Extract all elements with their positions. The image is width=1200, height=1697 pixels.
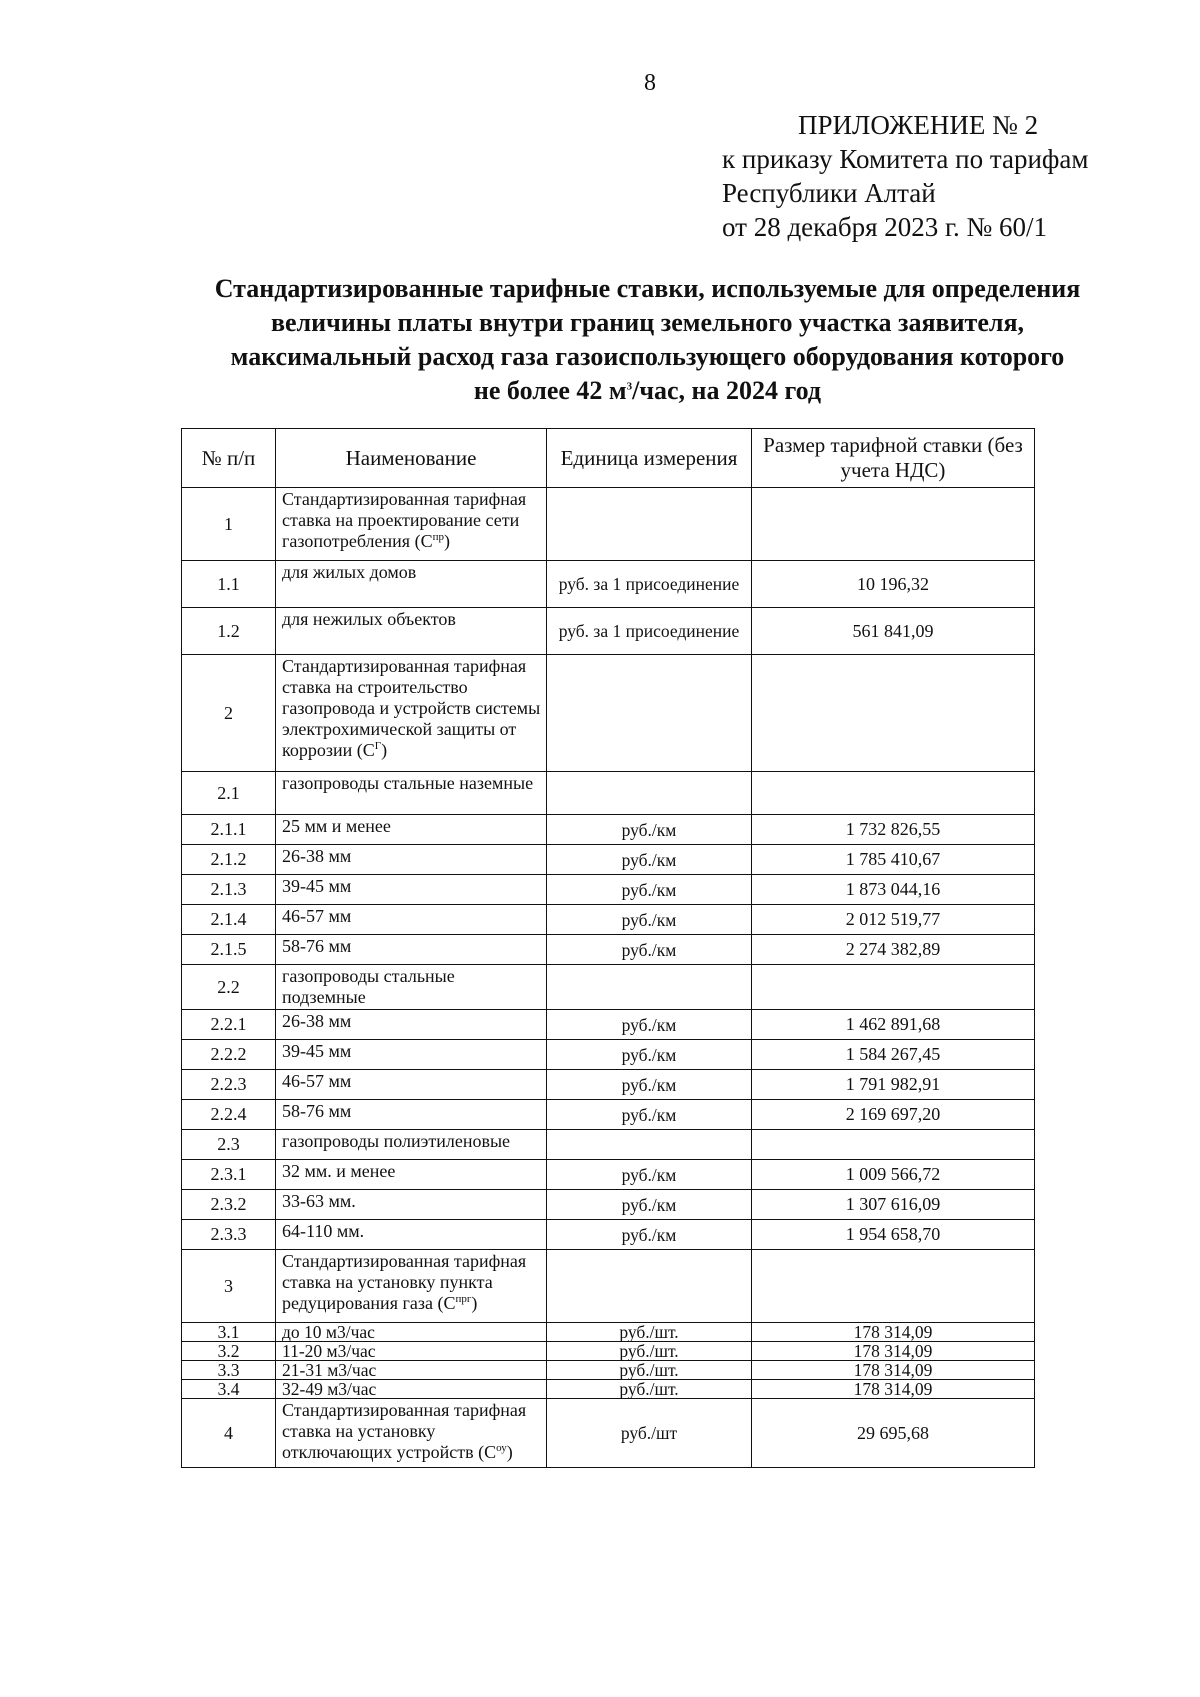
row-rate: 1 954 658,70 (752, 1220, 1035, 1250)
row-rate: 178 314,09 (752, 1342, 1035, 1361)
table-row (182, 655, 1035, 772)
table-row (182, 845, 1035, 875)
row-name (276, 1100, 547, 1130)
table-row (182, 1100, 1035, 1130)
row-name-text: 58-76 мм (282, 1101, 352, 1121)
row-name-end: ) (381, 740, 388, 760)
row-rate (752, 772, 1035, 815)
row-name (276, 935, 547, 965)
row-number: 1.2 (182, 608, 276, 655)
table-row (182, 965, 1035, 1010)
row-name-superscript: пр (432, 531, 444, 543)
row-name (276, 815, 547, 845)
row-unit: руб. за 1 присоединение (547, 608, 752, 655)
row-unit: руб./шт. (547, 1361, 752, 1380)
row-unit (547, 655, 752, 772)
row-number: 2.3.2 (182, 1190, 276, 1220)
row-unit: руб./км (547, 1190, 752, 1220)
row-name (276, 965, 547, 1010)
row-number: 2.2.4 (182, 1100, 276, 1130)
row-number: 2.2.3 (182, 1070, 276, 1100)
table-row (182, 1130, 1035, 1160)
row-rate: 1 462 891,68 (752, 1010, 1035, 1040)
title-line-2: величины платы внутри границ земельного участка заявителя, (270, 308, 1025, 337)
row-unit (547, 1130, 752, 1160)
row-rate (752, 655, 1035, 772)
table-row (182, 608, 1035, 655)
row-name-text: 58-76 мм (282, 936, 352, 956)
title-line-4-start: не более 42 м (473, 376, 627, 405)
row-name-text: 11-20 м3/час (282, 1341, 376, 1361)
row-unit: руб./км (547, 1220, 752, 1250)
row-rate: 178 314,09 (752, 1361, 1035, 1380)
row-name-superscript: прг (455, 1293, 472, 1305)
row-name-text: 25 мм и менее (282, 816, 391, 836)
row-name (276, 1342, 547, 1361)
row-number: 2.1.5 (182, 935, 276, 965)
table-row (182, 772, 1035, 815)
row-unit: руб./км (547, 1070, 752, 1100)
row-unit (547, 772, 752, 815)
row-unit: руб./км (547, 875, 752, 905)
table-row (182, 1323, 1035, 1342)
row-number: 2.3.3 (182, 1220, 276, 1250)
row-number: 2.3.1 (182, 1160, 276, 1190)
appendix-line-region: Республики Алтай (722, 178, 936, 208)
row-rate: 178 314,09 (752, 1323, 1035, 1342)
document-title (150, 272, 1145, 408)
row-rate: 1 791 982,91 (752, 1070, 1035, 1100)
appendix-title: ПРИЛОЖЕНИЕ № 2 (798, 110, 1039, 140)
row-unit: руб./км (547, 815, 752, 845)
row-rate: 29 695,68 (752, 1399, 1035, 1468)
row-number: 2.1.3 (182, 875, 276, 905)
row-name (276, 1040, 547, 1070)
row-number: 3.3 (182, 1361, 276, 1380)
row-name (276, 1380, 547, 1399)
row-name-end: ) (506, 1442, 513, 1462)
table-row (182, 935, 1035, 965)
row-name (276, 845, 547, 875)
row-number: 2.1.4 (182, 905, 276, 935)
header-number: № п/п (182, 429, 276, 488)
title-line-4 (150, 374, 1145, 408)
row-unit (547, 1250, 752, 1323)
table-row (182, 875, 1035, 905)
row-rate (752, 965, 1035, 1010)
header-rate: Размер тарифной ставки (без учета НДС) (752, 429, 1035, 488)
row-name-end: ) (471, 1293, 478, 1313)
table-row (182, 488, 1035, 561)
table-row (182, 1380, 1035, 1399)
row-rate: 561 841,09 (752, 608, 1035, 655)
row-name-text: 21-31 м3/час (282, 1360, 377, 1380)
row-rate: 2 012 519,77 (752, 905, 1035, 935)
page-number: 8 (644, 70, 656, 96)
row-unit: руб./км (547, 935, 752, 965)
appendix-line-order: к приказу Комитета по тарифам (722, 144, 1089, 174)
row-number: 3.2 (182, 1342, 276, 1361)
row-name-text: 46-57 мм (282, 906, 352, 926)
row-rate: 178 314,09 (752, 1380, 1035, 1399)
row-number: 2.1.2 (182, 845, 276, 875)
row-unit (547, 965, 752, 1010)
row-name (276, 488, 547, 561)
row-name-superscript: Г (374, 740, 382, 752)
row-rate: 1 732 826,55 (752, 815, 1035, 845)
row-name-text: Стандартизированная тарифная ставка на установку отключающих устройств (С (282, 1400, 527, 1462)
row-name-text: Стандартизированная тарифная ставка на проектирование сети газопотребления (С (282, 489, 527, 551)
row-rate: 1 584 267,45 (752, 1040, 1035, 1070)
table-row (182, 815, 1035, 845)
row-name-text: 39-45 мм (282, 876, 352, 896)
table-row (182, 1361, 1035, 1380)
row-unit: руб./шт. (547, 1342, 752, 1361)
row-rate (752, 1130, 1035, 1160)
row-name (276, 1190, 547, 1220)
row-number: 3.4 (182, 1380, 276, 1399)
row-unit: руб./км (547, 1100, 752, 1130)
row-number: 2.2.2 (182, 1040, 276, 1070)
row-rate (752, 1250, 1035, 1323)
table-row (182, 1010, 1035, 1040)
row-unit: руб./шт. (547, 1323, 752, 1342)
title-line-3: максимальный расход газа газоиспользующего оборудования которого (230, 342, 1065, 371)
row-rate: 1 785 410,67 (752, 845, 1035, 875)
row-number: 3 (182, 1250, 276, 1323)
row-name (276, 1010, 547, 1040)
table-row (182, 1220, 1035, 1250)
row-name (276, 772, 547, 815)
table-row (182, 1160, 1035, 1190)
row-rate (752, 488, 1035, 561)
row-number: 2.3 (182, 1130, 276, 1160)
row-name (276, 1250, 547, 1323)
row-rate: 1 873 044,16 (752, 875, 1035, 905)
row-number: 2 (182, 655, 276, 772)
row-name-end: ) (443, 531, 450, 551)
appendix-line-date: от 28 декабря 2023 г. № 60/1 (722, 212, 1048, 242)
row-unit: руб./км (547, 1010, 752, 1040)
table-row (182, 1342, 1035, 1361)
row-number: 2.2.1 (182, 1010, 276, 1040)
row-name (276, 1160, 547, 1190)
table-row (182, 1250, 1035, 1323)
row-rate: 10 196,32 (752, 561, 1035, 608)
row-name-text: 32 мм. и менее (282, 1161, 396, 1181)
table-row (182, 905, 1035, 935)
table-header-row (182, 429, 1035, 488)
table-row (182, 561, 1035, 608)
row-number: 2.1 (182, 772, 276, 815)
row-name (276, 905, 547, 935)
table-row (182, 1190, 1035, 1220)
row-name-text: для нежилых объектов (282, 609, 456, 629)
header-name: Наименование (276, 429, 547, 488)
row-unit: руб./шт. (547, 1380, 752, 1399)
row-name (276, 1220, 547, 1250)
row-number: 1.1 (182, 561, 276, 608)
row-name (276, 1130, 547, 1160)
table-body (182, 488, 1035, 1468)
row-name-text: 32-49 м3/час (282, 1379, 377, 1399)
row-name-text: 26-38 мм (282, 1011, 352, 1031)
appendix-header (722, 108, 1088, 244)
row-name-text: 64-110 мм. (282, 1221, 365, 1241)
row-unit: руб. за 1 присоединение (547, 561, 752, 608)
row-unit: руб./км (547, 845, 752, 875)
row-name-text: для жилых домов (282, 562, 417, 582)
row-rate: 2 169 697,20 (752, 1100, 1035, 1130)
row-unit: руб./км (547, 1160, 752, 1190)
row-number: 4 (182, 1399, 276, 1468)
title-line-4-end: /час, на 2024 год (632, 376, 822, 405)
row-name (276, 655, 547, 772)
row-name-text: газопроводы полиэтиленовые (282, 1131, 511, 1151)
row-unit: руб./км (547, 1040, 752, 1070)
row-rate: 2 274 382,89 (752, 935, 1035, 965)
row-name-text: 39-45 мм (282, 1041, 352, 1061)
row-name (276, 1399, 547, 1468)
title-line-1: Стандартизированные тарифные ставки, используемые для определения (214, 274, 1081, 303)
row-name-text: Стандартизированная тарифная ставка на строительство газопровода и устройств системы электрохимической защиты от коррозии (С (282, 656, 541, 760)
row-name (276, 1070, 547, 1100)
header-unit: Единица измерения (547, 429, 752, 488)
row-rate: 1 307 616,09 (752, 1190, 1035, 1220)
row-name (276, 1361, 547, 1380)
row-name (276, 561, 547, 608)
title-superscript: 3 (626, 380, 633, 393)
row-unit (547, 488, 752, 561)
row-unit: руб./шт (547, 1399, 752, 1468)
row-name-text: газопроводы стальные наземные (282, 773, 534, 793)
row-number: 3.1 (182, 1323, 276, 1342)
row-name-text: 26-38 мм (282, 846, 352, 866)
table-row (182, 1399, 1035, 1468)
table-row (182, 1040, 1035, 1070)
row-name (276, 608, 547, 655)
row-number: 2.2 (182, 965, 276, 1010)
row-name-superscript: оу (496, 1442, 507, 1454)
row-name (276, 875, 547, 905)
row-name-text: Стандартизированная тарифная ставка на установку пункта редуцирования газа (С (282, 1251, 527, 1313)
row-rate: 1 009 566,72 (752, 1160, 1035, 1190)
row-number: 1 (182, 488, 276, 561)
row-name-text: до 10 м3/час (282, 1322, 375, 1342)
row-name-text: газопроводы стальные подземные (282, 966, 455, 1007)
row-name-text: 33-63 мм. (282, 1191, 356, 1211)
row-number: 2.1.1 (182, 815, 276, 845)
row-name (276, 1323, 547, 1342)
row-name-text: 46-57 мм (282, 1071, 352, 1091)
tariff-table (181, 428, 1035, 1468)
table-row (182, 1070, 1035, 1100)
row-unit: руб./км (547, 905, 752, 935)
